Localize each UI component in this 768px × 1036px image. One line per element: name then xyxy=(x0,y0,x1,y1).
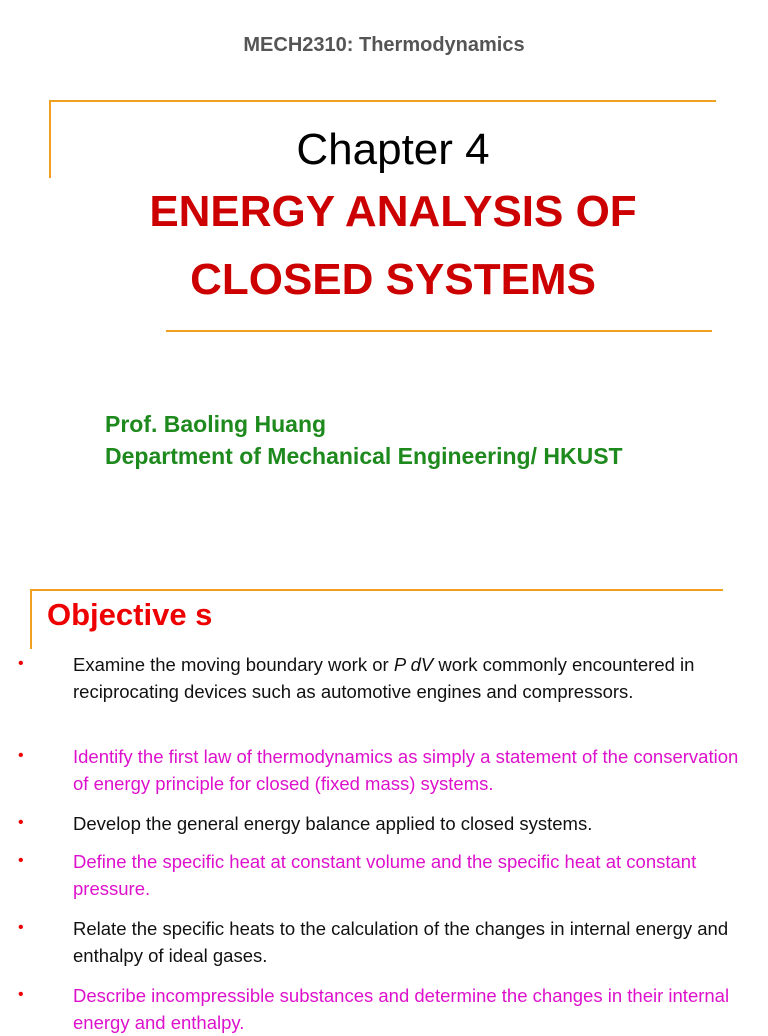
objective-item-5: Relate the specific heats to the calculation of the changes in internal energy and enthalpy of ideal gases. xyxy=(73,918,729,966)
author-block xyxy=(105,408,623,472)
objective-item-1 xyxy=(73,652,743,705)
objectives-heading: Objective s xyxy=(47,597,213,632)
title-underline xyxy=(166,330,712,332)
objective-item-1-italic: P dV xyxy=(393,654,434,675)
chapter-subtitle-line-1: ENERGY ANALYSIS OF xyxy=(149,187,637,236)
objectives-left-line xyxy=(30,589,32,649)
bullet-icon: • xyxy=(18,852,24,869)
objective-item-3: Develop the general energy balance applied to closed systems. xyxy=(73,813,593,834)
bullet-icon: • xyxy=(18,655,24,672)
chapter-subtitle-line-2: CLOSED SYSTEMS xyxy=(190,255,596,304)
objective-item-6: Describe incompressible substances and determine the changes in their internal energy and enthalpy. xyxy=(73,985,730,1033)
objective-item-1-text-b: work commonly xyxy=(433,654,567,675)
course-header: MECH2310: Thermodynamics xyxy=(243,34,525,56)
author-department: Department of Mechanical Engineering/ HKUST xyxy=(105,443,623,469)
author-name: Prof. Baoling Huang xyxy=(105,411,327,437)
bullet-icon: • xyxy=(18,747,24,764)
chapter-title: Chapter 4 xyxy=(296,125,490,174)
objective-item-1-text-c: encountered in reciprocating devices such as automotive engines and compressors. xyxy=(73,654,695,702)
objective-item-2: Identify the first law of thermodynamics as simply a statement of the conservation of energy principle for closed (fixed mass) systems. xyxy=(73,746,739,794)
title-frame-top-line xyxy=(49,100,716,102)
chapter-subtitle xyxy=(0,184,768,308)
objective-item-4: Define the specific heat at constant volume and the specific heat at constant pressure. xyxy=(73,851,697,899)
objective-item-1-text-a: Examine the moving boundary work or xyxy=(73,654,394,675)
bullet-icon: • xyxy=(18,814,24,831)
bullet-icon: • xyxy=(18,986,24,1003)
bullet-icon: • xyxy=(18,919,24,936)
